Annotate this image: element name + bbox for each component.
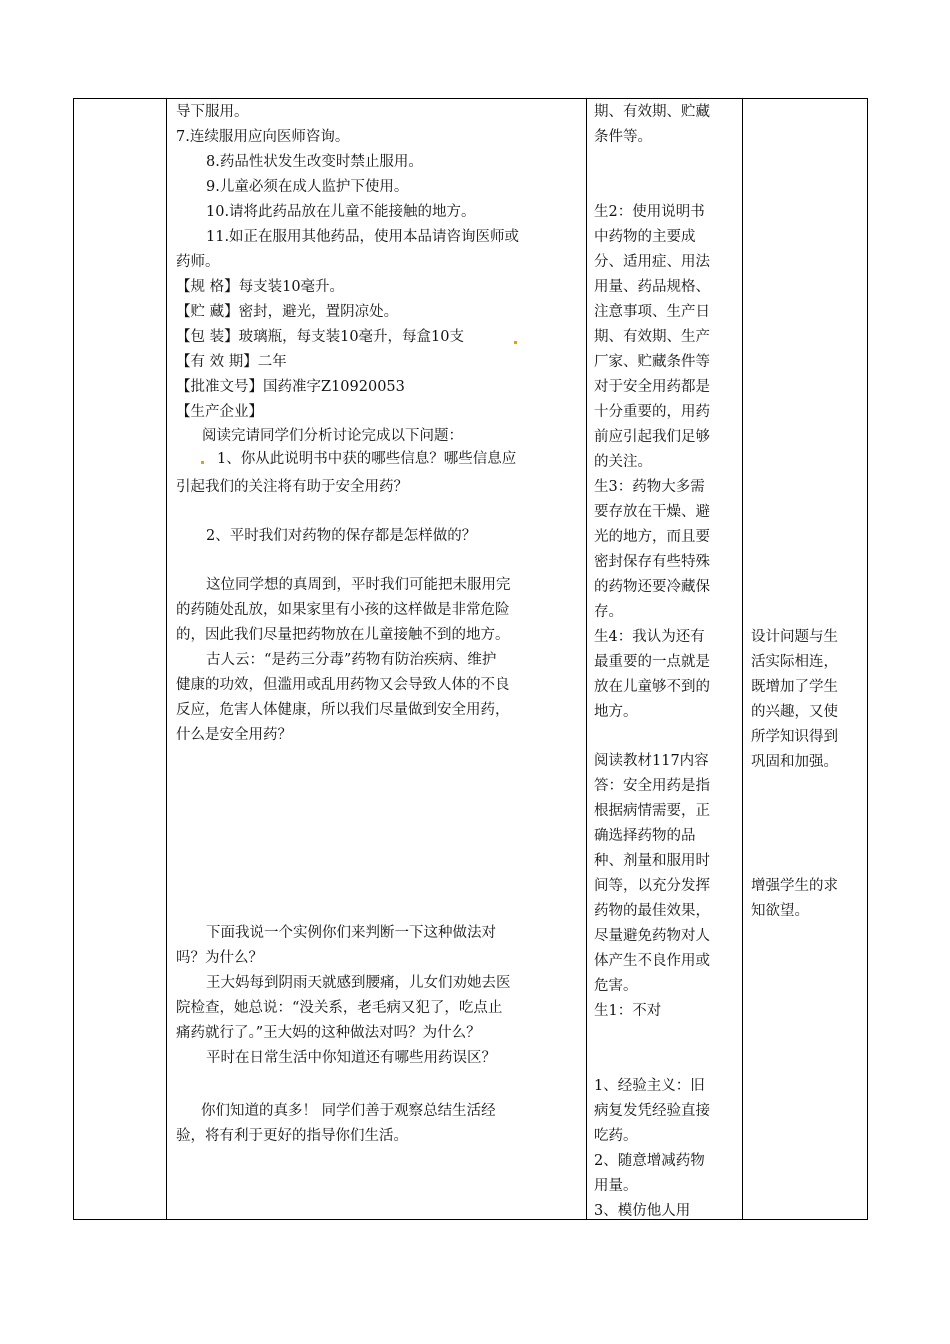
text-line: 病复发凭经验直接 — [594, 1103, 710, 1119]
text-line: 王大妈每到阴雨天就感到腰痛，儿女们劝她去医 — [206, 975, 511, 991]
text-line: 痛药就行了。”王大妈的这种做法对吗？为什么？ — [176, 1025, 481, 1041]
text-line: 下面我说一个实例你们来判断一下这种做法对 — [206, 925, 496, 941]
text-line: 阅读教材117内容 — [594, 753, 709, 769]
text-line: 根据病情需要，正 — [594, 803, 710, 819]
text-line: 存。 — [594, 604, 623, 620]
text-line: 【包 装】玻璃瓶，每支装10毫升，每盒10支 — [176, 329, 465, 345]
text-line: 中药物的主要成 — [594, 229, 696, 245]
text-line: 光的地方，而且要 — [594, 529, 710, 545]
text-line: 健康的功效，但滥用或乱用药物又会导致人体的不良 — [176, 677, 510, 693]
text-line: 密封保存有些特殊 — [594, 554, 710, 570]
text-line: 【贮 藏】密封，避光，置阴凉处。 — [176, 304, 399, 320]
lesson-table — [73, 98, 868, 1220]
text-line: 的关注。 — [594, 454, 652, 470]
text-line: 确选择药物的品 — [594, 828, 696, 844]
text-line: 吃药。 — [594, 1128, 638, 1144]
text-line: 【生产企业】 — [176, 404, 263, 420]
text-line: 所学知识得到 — [751, 729, 838, 745]
text-line: 【规 格】每支装10毫升。 — [176, 279, 345, 295]
text-line: 生3：药物大多需 — [594, 479, 705, 495]
text-line: 厂家、贮藏条件等 — [594, 354, 710, 370]
text-line: 引起我们的关注将有助于安全用药？ — [176, 479, 408, 495]
text-line: 用量。 — [594, 1178, 638, 1194]
text-line: 用量、药品规格、 — [594, 279, 710, 295]
text-line: 地方。 — [594, 704, 638, 720]
text-line: 【有 效 期】二年 — [176, 354, 287, 370]
text-line: 9.儿童必须在成人监护下使用。 — [206, 179, 409, 195]
text-line: 条件等。 — [594, 129, 652, 145]
text-line: 的，因此我们尽量把药物放在儿童接触不到的地方。 — [176, 627, 510, 643]
text-line: 这位同学想的真周到，平时我们可能把未服用完 — [206, 577, 511, 593]
text-line: 设计问题与生 — [751, 629, 838, 645]
column-divider — [742, 99, 743, 1219]
text-line: 危害。 — [594, 978, 638, 994]
text-line: 的药物还要冷藏保 — [594, 579, 710, 595]
text-line: 7.连续服用应向医师咨询。 — [176, 129, 350, 145]
text-line: 要存放在干燥、避 — [594, 504, 710, 520]
text-line: 2、随意增减药物 — [594, 1153, 705, 1169]
text-line: 阅读完请同学们分析讨论完成以下问题： — [202, 428, 463, 444]
text-line: 知欲望。 — [751, 903, 809, 919]
text-line: 既增加了学生 — [751, 679, 838, 695]
text-line: 放在儿童够不到的 — [594, 679, 710, 695]
text-line: 1、你从此说明书中获的哪些信息？哪些信息应 — [217, 451, 517, 467]
text-line: 吗？为什么？ — [176, 950, 263, 966]
text-line: 前应引起我们足够 — [594, 429, 710, 445]
text-line: 活实际相连， — [751, 654, 838, 670]
text-line: 院检查，她总说：“没关系，老毛病又犯了，吃点止 — [176, 1000, 503, 1016]
text-line: 生4：我认为还有 — [594, 629, 705, 645]
text-line: 你们知道的真多！ 同学们善于观察总结生活经 — [201, 1103, 496, 1119]
text-line: 平时在日常生活中你知道还有哪些用药误区？ — [206, 1050, 496, 1066]
text-line: 的药随处乱放，如果家里有小孩的这样做是非常危险 — [176, 602, 510, 618]
text-line: 分、适用症、用法 — [594, 254, 710, 270]
text-line: 1、经验主义：旧 — [594, 1078, 705, 1094]
text-line: 【批准文号】国药准字Z10920053 — [176, 379, 405, 395]
text-line: 十分重要的，用药 — [594, 404, 710, 420]
text-line: 药物的最佳效果， — [594, 903, 710, 919]
text-line: 10.请将此药品放在儿童不能接触的地方。 — [206, 204, 476, 220]
text-line: 生2：使用说明书 — [594, 204, 705, 220]
text-line: 期、有效期、贮藏 — [594, 104, 710, 120]
text-line: 反应，危害人体健康，所以我们尽量做到安全用药， — [176, 702, 510, 718]
marker-dot — [514, 341, 517, 344]
text-line: 期、有效期、生产 — [594, 329, 710, 345]
text-line: 8.药品性状发生改变时禁止服用。 — [206, 154, 423, 170]
text-line: 11.如正在服用其他药品，使用本品请咨询医师或 — [206, 229, 520, 245]
text-line: 注意事项、生产日 — [594, 304, 710, 320]
text-line: 种、剂量和服用时 — [594, 853, 710, 869]
marker-dot — [201, 461, 204, 464]
text-line: 验，将有利于更好的指导你们生活。 — [176, 1128, 408, 1144]
text-line: 3、模仿他人用 — [594, 1203, 691, 1219]
column-divider — [166, 99, 167, 1219]
column-divider — [586, 99, 587, 1219]
text-line: 什么是安全用药？ — [176, 727, 292, 743]
text-line: 的兴趣，又使 — [751, 704, 838, 720]
text-line: 间等，以充分发挥 — [594, 878, 710, 894]
text-line: 对于安全用药都是 — [594, 379, 710, 395]
text-line: 增强学生的求 — [751, 878, 838, 894]
text-line: 生1：不对 — [594, 1003, 662, 1019]
text-line: 尽量避免药物对人 — [594, 928, 710, 944]
text-line: 古人云：“是药三分毒”药物有防治疾病、维护 — [206, 652, 497, 668]
text-line: 导下服用。 — [176, 104, 249, 120]
text-line: 2、平时我们对药物的保存都是怎样做的？ — [206, 528, 477, 544]
text-line: 巩固和加强。 — [751, 754, 838, 770]
text-line: 答：安全用药是指 — [594, 778, 710, 794]
text-line: 体产生不良作用或 — [594, 953, 710, 969]
text-line: 药师。 — [176, 254, 220, 270]
text-line: 最重要的一点就是 — [594, 654, 710, 670]
